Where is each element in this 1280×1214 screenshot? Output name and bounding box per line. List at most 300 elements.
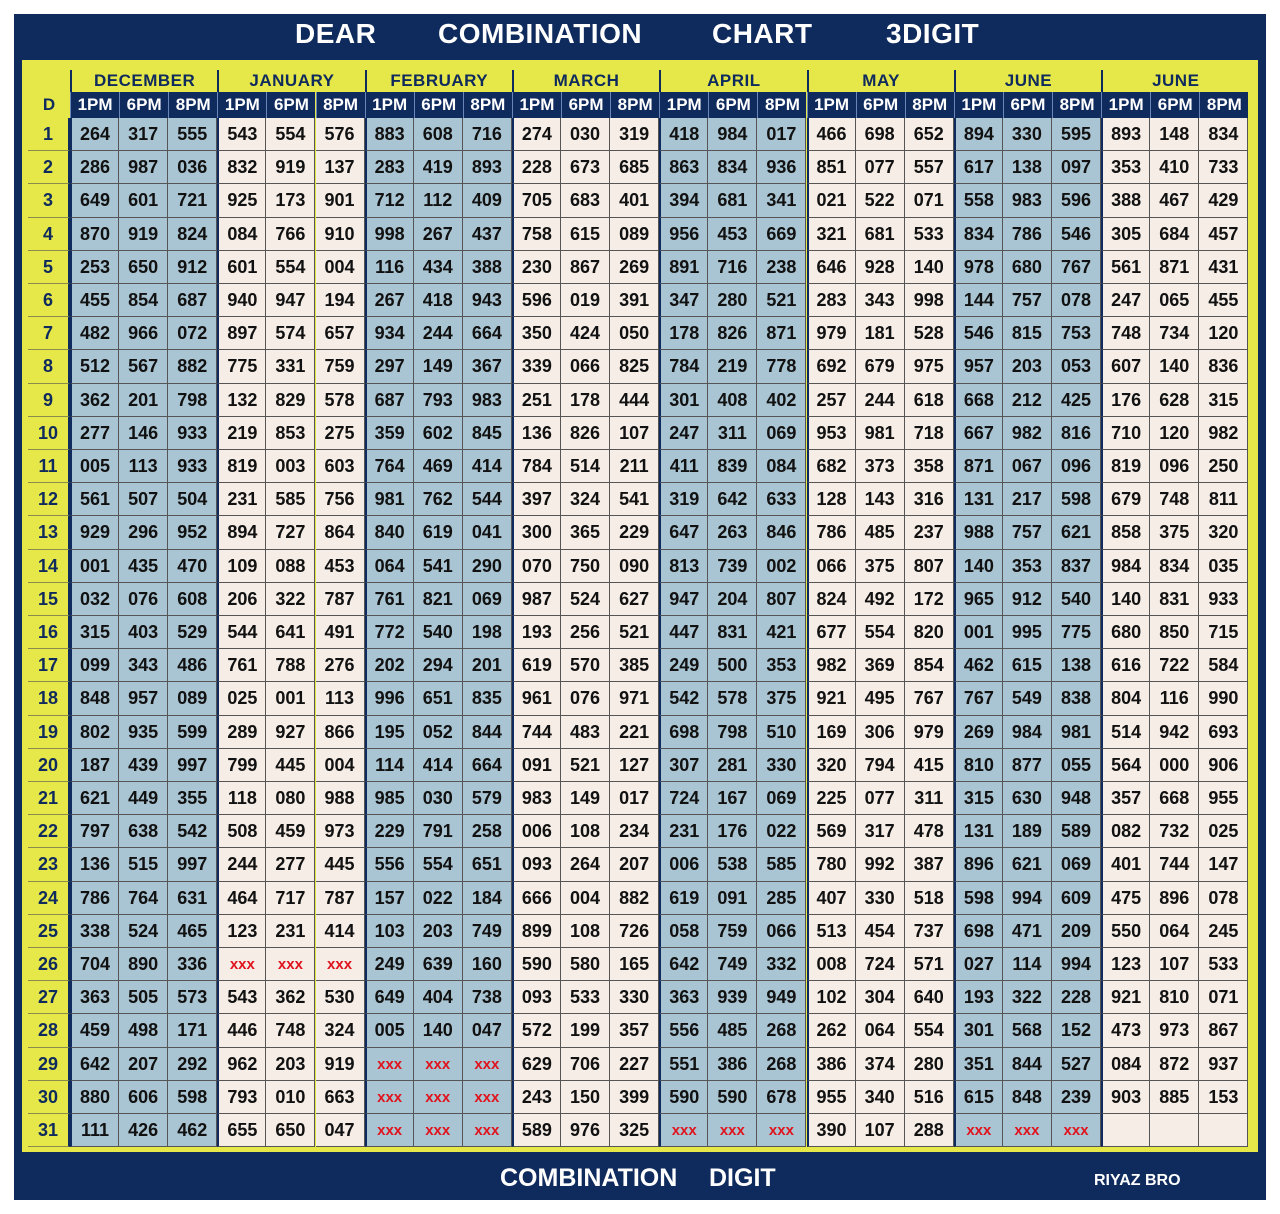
table-cell: 810 — [1150, 981, 1199, 1014]
table-cell: 681 — [856, 218, 905, 251]
table-cell: 091 — [708, 882, 757, 915]
table-cell: 715 — [1199, 616, 1248, 649]
table-cell: 651 — [463, 848, 512, 881]
table-cell: 455 — [70, 284, 119, 317]
table-cell: 578 — [316, 384, 365, 417]
time-header: 8PM — [757, 92, 806, 118]
table-cell: 330 — [1003, 118, 1052, 151]
table-cell: 619 — [414, 516, 463, 549]
table-cell: 076 — [561, 682, 610, 715]
table-cell: 784 — [659, 350, 708, 383]
table-cell: 943 — [463, 284, 512, 317]
table-cell: 021 — [807, 184, 856, 217]
table-cell: 541 — [610, 483, 659, 516]
table-cell: 116 — [365, 251, 414, 284]
table-cell: 001 — [266, 682, 315, 715]
table-cell: 578 — [708, 682, 757, 715]
table-cell: 621 — [70, 782, 119, 815]
table-cell: 353 — [1003, 550, 1052, 583]
table-cell: 064 — [365, 550, 414, 583]
table-cell: 131 — [954, 815, 1003, 848]
table-cell: 549 — [1003, 682, 1052, 715]
table-cell: 933 — [168, 450, 217, 483]
table-cell: 942 — [1150, 716, 1199, 749]
table-cell: 794 — [856, 749, 905, 782]
table-cell: 757 — [1003, 284, 1052, 317]
table-cell: 204 — [708, 583, 757, 616]
table-cell: 064 — [856, 1014, 905, 1047]
table-cell: 111 — [70, 1114, 119, 1147]
table-cell: 570 — [561, 649, 610, 682]
table-cell: 414 — [463, 450, 512, 483]
table-cell: 554 — [414, 848, 463, 881]
table-cell: 419 — [414, 151, 463, 184]
table-cell: 987 — [119, 151, 168, 184]
table-cell: 867 — [1199, 1014, 1248, 1047]
table-cell: 089 — [610, 218, 659, 251]
table-cell: 573 — [168, 981, 217, 1014]
table-cell: 901 — [316, 184, 365, 217]
table-cell: 275 — [316, 417, 365, 450]
table-cell: 929 — [70, 516, 119, 549]
table-cell: 071 — [1199, 981, 1248, 1014]
table-cell: xxx — [365, 1114, 414, 1147]
table-cell: 641 — [266, 616, 315, 649]
table-cell: 936 — [757, 151, 806, 184]
table-cell: 948 — [1052, 782, 1101, 815]
table-cell: 437 — [463, 218, 512, 251]
table-cell: 338 — [70, 915, 119, 948]
table-cell: 231 — [659, 815, 708, 848]
table-cell: 775 — [1052, 616, 1101, 649]
table-cell: 564 — [1101, 749, 1150, 782]
table-cell: 053 — [1052, 350, 1101, 383]
table-cell: 851 — [807, 151, 856, 184]
table-cell: 595 — [1052, 118, 1101, 151]
table-cell: 069 — [757, 782, 806, 815]
day-number: 22 — [28, 815, 70, 848]
table-cell: 485 — [708, 1014, 757, 1047]
table-cell: 004 — [316, 251, 365, 284]
table-cell: 280 — [905, 1048, 954, 1081]
table-cell: 831 — [708, 616, 757, 649]
table-cell: 114 — [1003, 948, 1052, 981]
table-cell: 483 — [561, 716, 610, 749]
table-cell: 863 — [659, 151, 708, 184]
table-cell: 628 — [1150, 384, 1199, 417]
table-cell: 136 — [70, 848, 119, 881]
table-cell: 590 — [708, 1081, 757, 1114]
table-cell: 507 — [119, 483, 168, 516]
table-cell: 834 — [1150, 550, 1199, 583]
table-cell: 189 — [1003, 815, 1052, 848]
table-cell: 434 — [414, 251, 463, 284]
table-cell: 864 — [316, 516, 365, 549]
day-number: 5 — [28, 251, 70, 284]
table-cell: 596 — [512, 284, 561, 317]
table-cell: 069 — [757, 417, 806, 450]
day-column-header: D — [42, 95, 56, 114]
table-cell: 093 — [512, 981, 561, 1014]
title-bar — [14, 14, 1266, 58]
day-number: 19 — [28, 716, 70, 749]
table-cell: 017 — [610, 782, 659, 815]
table-cell: 495 — [856, 682, 905, 715]
table-cell: 919 — [266, 151, 315, 184]
table-cell: 596 — [1052, 184, 1101, 217]
table-cell: 211 — [610, 450, 659, 483]
table-cell: 698 — [659, 716, 708, 749]
table-cell: 973 — [1150, 1014, 1199, 1047]
table-cell: 683 — [561, 184, 610, 217]
table-cell: 848 — [1003, 1081, 1052, 1114]
table-cell: 140 — [1101, 583, 1150, 616]
table-cell: 983 — [1003, 184, 1052, 217]
table-cell: 568 — [1003, 1014, 1052, 1047]
table-cell: 253 — [70, 251, 119, 284]
table-cell: 666 — [512, 882, 561, 915]
table-cell: 227 — [610, 1048, 659, 1081]
table-cell: 390 — [807, 1114, 856, 1147]
table-cell: 663 — [316, 1081, 365, 1114]
table-cell: 721 — [168, 184, 217, 217]
month-header: JUNE — [1101, 70, 1248, 92]
table-cell: 343 — [856, 284, 905, 317]
table-cell: 598 — [1052, 483, 1101, 516]
table-cell: 319 — [659, 483, 708, 516]
table-cell: 362 — [70, 384, 119, 417]
day-number: 3 — [28, 184, 70, 217]
table-cell: 089 — [168, 682, 217, 715]
table-cell: 616 — [1101, 649, 1150, 682]
table-cell: 982 — [807, 649, 856, 682]
table-cell: 176 — [1101, 384, 1150, 417]
table-cell: 601 — [119, 184, 168, 217]
table-cell: 388 — [463, 251, 512, 284]
table-cell: 515 — [119, 848, 168, 881]
table-cell: 244 — [217, 848, 266, 881]
table-cell: 767 — [1052, 251, 1101, 284]
table-cell: 572 — [512, 1014, 561, 1047]
table-cell: 102 — [807, 981, 856, 1014]
table-cell: 939 — [708, 981, 757, 1014]
table-cell: 285 — [757, 882, 806, 915]
table-cell: 649 — [365, 981, 414, 1014]
table-cell: 798 — [708, 716, 757, 749]
table-cell: 793 — [414, 384, 463, 417]
table-cell: xxx — [463, 1114, 512, 1147]
table-cell: 579 — [463, 782, 512, 815]
table-cell: 229 — [610, 516, 659, 549]
table-cell: 971 — [610, 682, 659, 715]
table-cell: 005 — [365, 1014, 414, 1047]
table-cell: 001 — [70, 550, 119, 583]
table-cell: 297 — [365, 350, 414, 383]
table-cell: 521 — [757, 284, 806, 317]
table-cell: 058 — [659, 915, 708, 948]
table-cell: 561 — [1101, 251, 1150, 284]
table-cell: 123 — [1101, 948, 1150, 981]
table-cell: 358 — [905, 450, 954, 483]
table-cell: 655 — [217, 1114, 266, 1147]
month-header: MARCH — [512, 70, 659, 92]
table-cell: 844 — [463, 716, 512, 749]
table-cell: 894 — [954, 118, 1003, 151]
table-cell: 529 — [168, 616, 217, 649]
table-cell: 251 — [512, 384, 561, 417]
table-cell: 071 — [905, 184, 954, 217]
table-cell: 311 — [708, 417, 757, 450]
table-cell: xxx — [1003, 1114, 1052, 1147]
table-cell: 410 — [1150, 151, 1199, 184]
table-cell: 491 — [316, 616, 365, 649]
table-cell: 288 — [905, 1114, 954, 1147]
table-cell: 698 — [856, 118, 905, 151]
table-cell: 744 — [512, 716, 561, 749]
table-cell: xxx — [1052, 1114, 1101, 1147]
table-cell: 082 — [1101, 815, 1150, 848]
table-cell: 657 — [316, 317, 365, 350]
time-header: 8PM — [168, 92, 217, 118]
table-cell: 819 — [217, 450, 266, 483]
time-header: 6PM — [1150, 92, 1199, 118]
table-cell: 283 — [365, 151, 414, 184]
table-cell: 899 — [512, 915, 561, 948]
title-word-dear: DEAR — [295, 18, 377, 49]
table-cell: 171 — [168, 1014, 217, 1047]
table-cell: 324 — [561, 483, 610, 516]
table-cell: 006 — [659, 848, 708, 881]
table-cell: 482 — [70, 317, 119, 350]
table-cell: 052 — [414, 716, 463, 749]
table-cell: 465 — [168, 915, 217, 948]
table-cell: 716 — [463, 118, 512, 151]
table-cell: 642 — [659, 948, 708, 981]
table-cell: 193 — [954, 981, 1003, 1014]
table-cell: 069 — [1052, 848, 1101, 881]
table-cell: 826 — [561, 417, 610, 450]
table-cell: 952 — [168, 516, 217, 549]
table-cell: 136 — [512, 417, 561, 450]
table-cell: 399 — [610, 1081, 659, 1114]
table-cell: 633 — [757, 483, 806, 516]
table-cell: 492 — [856, 583, 905, 616]
table-cell: 107 — [856, 1114, 905, 1147]
table-cell: 854 — [119, 284, 168, 317]
table-cell — [1150, 1114, 1199, 1147]
table-cell: 679 — [856, 350, 905, 383]
table-cell: 975 — [905, 350, 954, 383]
table-cell: 521 — [610, 616, 659, 649]
table-cell: 198 — [463, 616, 512, 649]
table-cell: 113 — [119, 450, 168, 483]
table-cell: 988 — [954, 516, 1003, 549]
table-cell: 258 — [463, 815, 512, 848]
table-cell: 524 — [561, 583, 610, 616]
table-cell: 359 — [365, 417, 414, 450]
table-cell: 793 — [217, 1081, 266, 1114]
table-cell: 815 — [1003, 317, 1052, 350]
table-cell: 036 — [168, 151, 217, 184]
table-cell: 153 — [1199, 1081, 1248, 1114]
table-cell: 737 — [905, 915, 954, 948]
table-cell: 316 — [905, 483, 954, 516]
table-cell: 885 — [1150, 1081, 1199, 1114]
day-number: 11 — [28, 450, 70, 483]
table-cell: 652 — [905, 118, 954, 151]
table-cell: 475 — [1101, 882, 1150, 915]
table-cell: 194 — [316, 284, 365, 317]
day-number: 20 — [28, 749, 70, 782]
table-cell: 276 — [316, 649, 365, 682]
table-cell: 462 — [954, 649, 1003, 682]
table-cell: xxx — [414, 1048, 463, 1081]
table-cell: 409 — [463, 184, 512, 217]
table-cell: 446 — [217, 1014, 266, 1047]
table-cell: 262 — [807, 1014, 856, 1047]
table-cell: 414 — [414, 749, 463, 782]
table-cell: 753 — [1052, 317, 1101, 350]
table-cell: 987 — [512, 583, 561, 616]
table-cell: 550 — [1101, 915, 1150, 948]
table-cell: 321 — [807, 218, 856, 251]
table-cell: 544 — [217, 616, 266, 649]
table-cell: xxx — [414, 1114, 463, 1147]
table-cell: 375 — [757, 682, 806, 715]
table-cell: 897 — [217, 317, 266, 350]
table-cell: 169 — [807, 716, 856, 749]
table-cell: 554 — [266, 251, 315, 284]
table-cell: 363 — [659, 981, 708, 1014]
table-cell: 512 — [70, 350, 119, 383]
table-cell: 589 — [1052, 815, 1101, 848]
time-header: 1PM — [1101, 92, 1150, 118]
table-cell: 022 — [757, 815, 806, 848]
table-cell: 810 — [954, 749, 1003, 782]
table-cell: 598 — [954, 882, 1003, 915]
table-cell: 047 — [316, 1114, 365, 1147]
month-header: MAY — [807, 70, 954, 92]
table-cell: 807 — [757, 583, 806, 616]
table-cell: 138 — [1052, 649, 1101, 682]
table-cell: 217 — [1003, 483, 1052, 516]
table-cell: 357 — [610, 1014, 659, 1047]
table-cell: 172 — [905, 583, 954, 616]
table-cell: 403 — [119, 616, 168, 649]
table-cell: 445 — [266, 749, 315, 782]
table-cell: 928 — [856, 251, 905, 284]
table-cell: 738 — [463, 981, 512, 1014]
table-cell: 997 — [168, 749, 217, 782]
table-cell: 664 — [463, 749, 512, 782]
table-cell: 066 — [807, 550, 856, 583]
table-cell: 339 — [512, 350, 561, 383]
table-cell: 150 — [561, 1081, 610, 1114]
table-cell: 268 — [757, 1048, 806, 1081]
table-cell: 750 — [561, 550, 610, 583]
table-cell: 165 — [610, 948, 659, 981]
table-cell: 369 — [856, 649, 905, 682]
table-cell: 243 — [512, 1081, 561, 1114]
table-cell: 630 — [1003, 782, 1052, 815]
table-cell: 717 — [266, 882, 315, 915]
table-cell: 574 — [266, 317, 315, 350]
table-cell: 078 — [1052, 284, 1101, 317]
day-number: 15 — [28, 583, 70, 616]
table-cell: 756 — [316, 483, 365, 516]
table-cell: 933 — [1199, 583, 1248, 616]
table-cell: 758 — [512, 218, 561, 251]
table-cell: 228 — [512, 151, 561, 184]
time-header: 6PM — [119, 92, 168, 118]
time-header: 1PM — [365, 92, 414, 118]
table-cell: 470 — [168, 550, 217, 583]
table-cell: 140 — [414, 1014, 463, 1047]
table-cell: 681 — [708, 184, 757, 217]
table-cell: 567 — [119, 350, 168, 383]
table-cell: 651 — [414, 682, 463, 715]
table-cell: 097 — [1052, 151, 1101, 184]
table-cell: 962 — [217, 1048, 266, 1081]
table-cell: 678 — [757, 1081, 806, 1114]
table-cell: 330 — [757, 749, 806, 782]
table-cell: xxx — [757, 1114, 806, 1147]
table-cell: 041 — [463, 516, 512, 549]
table-cell: 084 — [1101, 1048, 1150, 1081]
table-cell: 546 — [1052, 218, 1101, 251]
table-cell: 650 — [266, 1114, 315, 1147]
title-word-combination: COMBINATION — [438, 18, 643, 49]
table-cell: 207 — [119, 1048, 168, 1081]
table-cell: 351 — [954, 1048, 1003, 1081]
table-cell: 152 — [1052, 1014, 1101, 1047]
table-cell: 353 — [757, 649, 806, 682]
day-number: 14 — [28, 550, 70, 583]
table-cell: 522 — [856, 184, 905, 217]
table-cell: 724 — [856, 948, 905, 981]
table-cell: 004 — [561, 882, 610, 915]
table-cell: 996 — [365, 682, 414, 715]
table-cell: 533 — [561, 981, 610, 1014]
table-cell: 748 — [1101, 317, 1150, 350]
day-number: 23 — [28, 848, 70, 881]
table-cell: 824 — [168, 218, 217, 251]
table-cell: 201 — [463, 649, 512, 682]
table-cell: 527 — [1052, 1048, 1101, 1081]
table-cell: 748 — [266, 1014, 315, 1047]
table-cell: 826 — [708, 317, 757, 350]
table-cell: 791 — [414, 815, 463, 848]
table-cell: 300 — [512, 516, 561, 549]
table-cell: 330 — [610, 981, 659, 1014]
table-cell: 424 — [561, 317, 610, 350]
table-cell: 107 — [610, 417, 659, 450]
table-cell: 896 — [1150, 882, 1199, 915]
table-cell: 642 — [708, 483, 757, 516]
table-cell: 305 — [1101, 218, 1150, 251]
table-cell: 533 — [905, 218, 954, 251]
table-cell: 692 — [807, 350, 856, 383]
table-cell: 249 — [365, 948, 414, 981]
table-cell: 140 — [954, 550, 1003, 583]
table-cell: 877 — [1003, 749, 1052, 782]
table-cell: 759 — [708, 915, 757, 948]
table-cell: 146 — [119, 417, 168, 450]
table-cell: 543 — [217, 981, 266, 1014]
table-cell: 193 — [512, 616, 561, 649]
table-cell: 739 — [708, 550, 757, 583]
table-cell: 181 — [856, 317, 905, 350]
